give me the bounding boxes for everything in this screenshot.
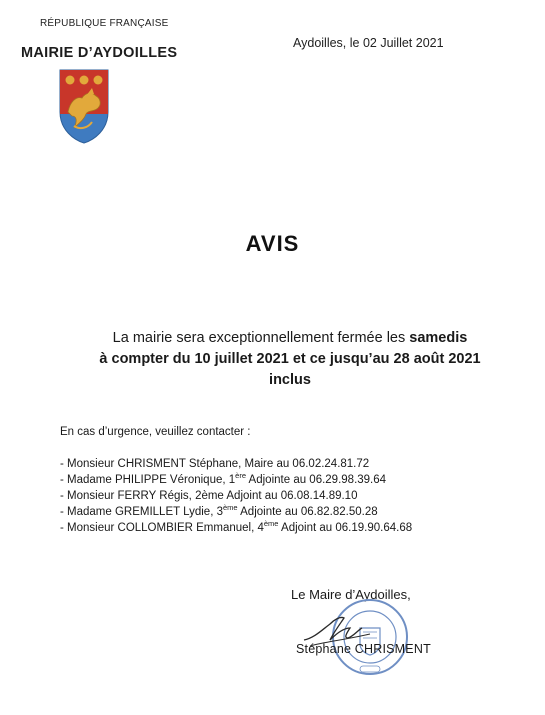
signoff-line: Le Maire d’Aydoilles, bbox=[291, 587, 411, 602]
contact-text: - Monsieur CHRISMENT Stéphane, Maire au 06.02.24.81.72 bbox=[60, 458, 370, 470]
contact-text-rest: Adjoint au 06.19.90.64.68 bbox=[278, 522, 413, 534]
contact-text-rest: Adjointe au 06.82.82.50.28 bbox=[237, 506, 378, 518]
mairie-name: MAIRIE D’AYDOILLES bbox=[21, 45, 178, 61]
contact-item bbox=[60, 504, 412, 520]
notice-line-1 bbox=[60, 328, 520, 349]
coat-of-arms-icon bbox=[58, 68, 110, 144]
notice-line-2 bbox=[60, 349, 520, 370]
contact-text: - Madame GREMILLET Lydie, 3 bbox=[60, 506, 223, 518]
document-date: Aydoilles, le 02 Juillet 2021 bbox=[293, 36, 444, 50]
contact-ordinal: ère bbox=[235, 471, 246, 480]
contact-ordinal: ème bbox=[222, 503, 238, 512]
contact-item bbox=[60, 472, 412, 488]
contact-text-rest: Adjointe au 06.29.98.39.64 bbox=[246, 474, 387, 486]
signer-name: Stéphane CHRISMENT bbox=[296, 642, 431, 656]
notice-line-3 bbox=[60, 370, 520, 391]
contact-item bbox=[60, 520, 412, 536]
contact-ordinal: ème bbox=[263, 519, 279, 528]
notice-line-1-bold: samedis bbox=[409, 330, 468, 346]
contact-text: - Monsieur COLLOMBIER Emmanuel, 4 bbox=[60, 522, 264, 534]
notice-line-3-text: inclus bbox=[269, 372, 311, 388]
emergency-intro: En cas d’urgence, veuillez contacter : bbox=[60, 426, 251, 438]
notice-line-2-text: à compter du 10 juillet 2021 et ce jusqu’au 28 août 2021 bbox=[99, 351, 481, 367]
contact-text: - Madame PHILIPPE Véronique, 1 bbox=[60, 474, 236, 486]
notice-title: AVIS bbox=[245, 231, 300, 256]
closure-notice bbox=[60, 328, 520, 391]
notice-line-1-text: La mairie sera exceptionnellement fermée les bbox=[112, 330, 410, 346]
contact-item bbox=[60, 456, 412, 472]
contact-list bbox=[60, 456, 412, 536]
contact-item bbox=[60, 488, 412, 504]
republique-francaise-label: RÉPUBLIQUE FRANÇAISE bbox=[40, 18, 169, 29]
contact-text: - Monsieur FERRY Régis, 2ème Adjoint au 06.08.14.89.10 bbox=[60, 490, 358, 502]
